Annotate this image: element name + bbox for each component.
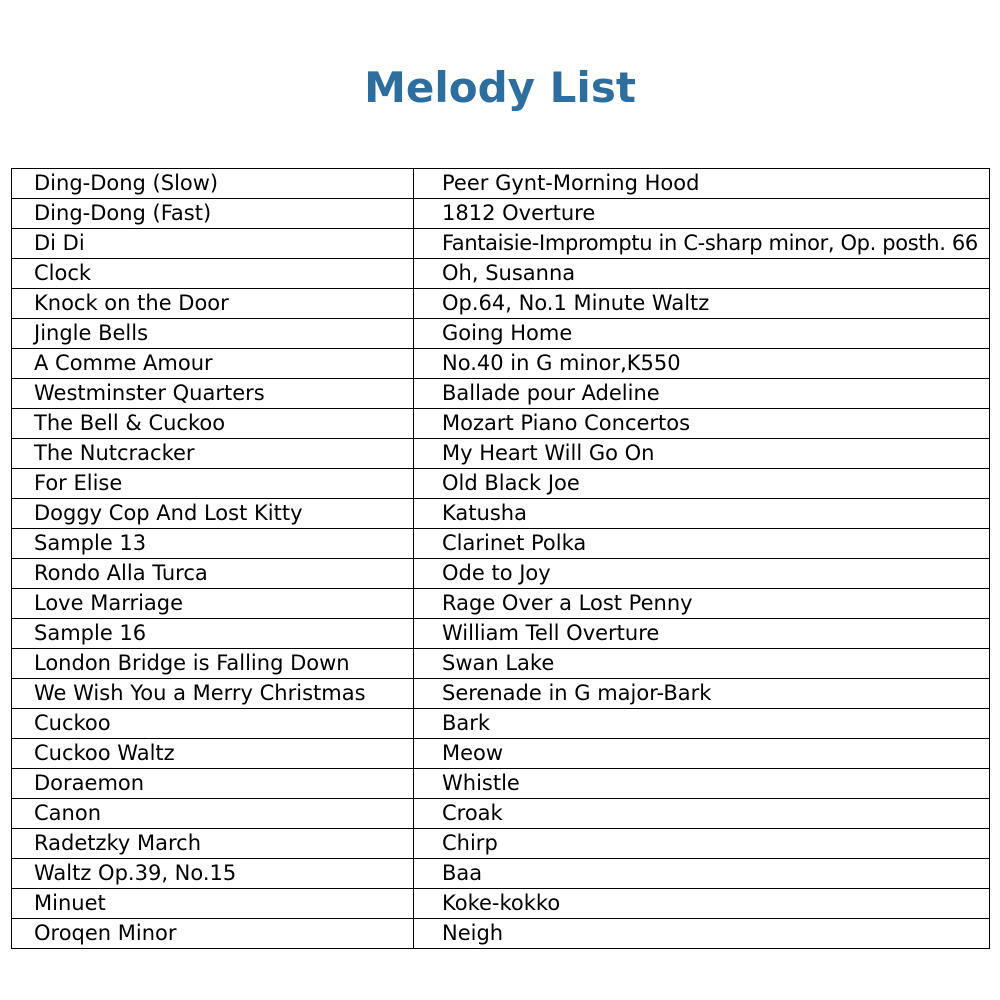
table-row [12,169,990,199]
melody-cell-right: Ode to Joy [414,559,990,589]
melody-cell-right: William Tell Overture [414,619,990,649]
melody-cell-left: Clock [12,259,414,289]
melody-cell-left: Knock on the Door [12,289,414,319]
table-row [12,319,990,349]
melody-cell-right: Koke-kokko [414,889,990,919]
page-title: Melody List [364,63,636,112]
melody-cell-left: For Elise [12,469,414,499]
melody-cell-left: Ding-Dong (Fast) [12,199,414,229]
table-row [12,829,990,859]
table-row [12,589,990,619]
melody-cell-right: Meow [414,739,990,769]
melody-cell-right: Croak [414,799,990,829]
melody-cell-left: London Bridge is Falling Down [12,649,414,679]
table-row [12,349,990,379]
melody-cell-left: Doraemon [12,769,414,799]
table-row [12,679,990,709]
melody-cell-left: Love Marriage [12,589,414,619]
table-row [12,649,990,679]
melody-cell-right: Old Black Joe [414,469,990,499]
melody-cell-right: Fantaisie-Impromptu in C-sharp minor, Op. posth. 66 [414,229,990,259]
melody-cell-right: Peer Gynt-Morning Hood [414,169,990,199]
melody-cell-left: Westminster Quarters [12,379,414,409]
melody-cell-left: A Comme Amour [12,349,414,379]
melody-cell-left: Sample 13 [12,529,414,559]
melody-cell-right: Whistle [414,769,990,799]
melody-cell-left: Sample 16 [12,619,414,649]
melody-cell-right: Swan Lake [414,649,990,679]
table-row [12,289,990,319]
melody-cell-left: Waltz Op.39, No.15 [12,859,414,889]
table-row [12,199,990,229]
melody-cell-left: Di Di [12,229,414,259]
table-row [12,439,990,469]
table-row [12,379,990,409]
table-row [12,469,990,499]
table-row [12,409,990,439]
melody-cell-left: We Wish You a Merry Christmas [12,679,414,709]
melody-cell-left: Minuet [12,889,414,919]
table-row [12,619,990,649]
melody-cell-right: Serenade in G major-Bark [414,679,990,709]
table-row [12,709,990,739]
melody-cell-left: The Bell & Cuckoo [12,409,414,439]
melody-cell-left: The Nutcracker [12,439,414,469]
table-row [12,559,990,589]
table-row [12,229,990,259]
melody-cell-right: Oh, Susanna [414,259,990,289]
table-row [12,859,990,889]
melody-table [11,168,990,949]
table-row [12,889,990,919]
table-row [12,529,990,559]
melody-cell-right: 1812 Overture [414,199,990,229]
melody-cell-left: Ding-Dong (Slow) [12,169,414,199]
melody-cell-left: Cuckoo Waltz [12,739,414,769]
melody-cell-right: Clarinet Polka [414,529,990,559]
melody-cell-right: My Heart Will Go On [414,439,990,469]
melody-cell-left: Oroqen Minor [12,919,414,949]
melody-cell-left: Doggy Cop And Lost Kitty [12,499,414,529]
melody-cell-left: Cuckoo [12,709,414,739]
table-row [12,739,990,769]
melody-cell-right: No.40 in G minor,K550 [414,349,990,379]
melody-cell-right: Ballade pour Adeline [414,379,990,409]
melody-cell-right: Neigh [414,919,990,949]
table-row [12,919,990,949]
melody-cell-left: Jingle Bells [12,319,414,349]
table-row [12,769,990,799]
melody-cell-right: Chirp [414,829,990,859]
melody-cell-left: Canon [12,799,414,829]
table-row [12,799,990,829]
table-row [12,259,990,289]
melody-cell-right: Baa [414,859,990,889]
melody-cell-right: Op.64, No.1 Minute Waltz [414,289,990,319]
melody-cell-left: Rondo Alla Turca [12,559,414,589]
melody-cell-right: Katusha [414,499,990,529]
melody-cell-right: Rage Over a Lost Penny [414,589,990,619]
melody-cell-left: Radetzky March [12,829,414,859]
melody-cell-right: Going Home [414,319,990,349]
melody-cell-right: Bark [414,709,990,739]
table-row [12,499,990,529]
melody-cell-right: Mozart Piano Concertos [414,409,990,439]
